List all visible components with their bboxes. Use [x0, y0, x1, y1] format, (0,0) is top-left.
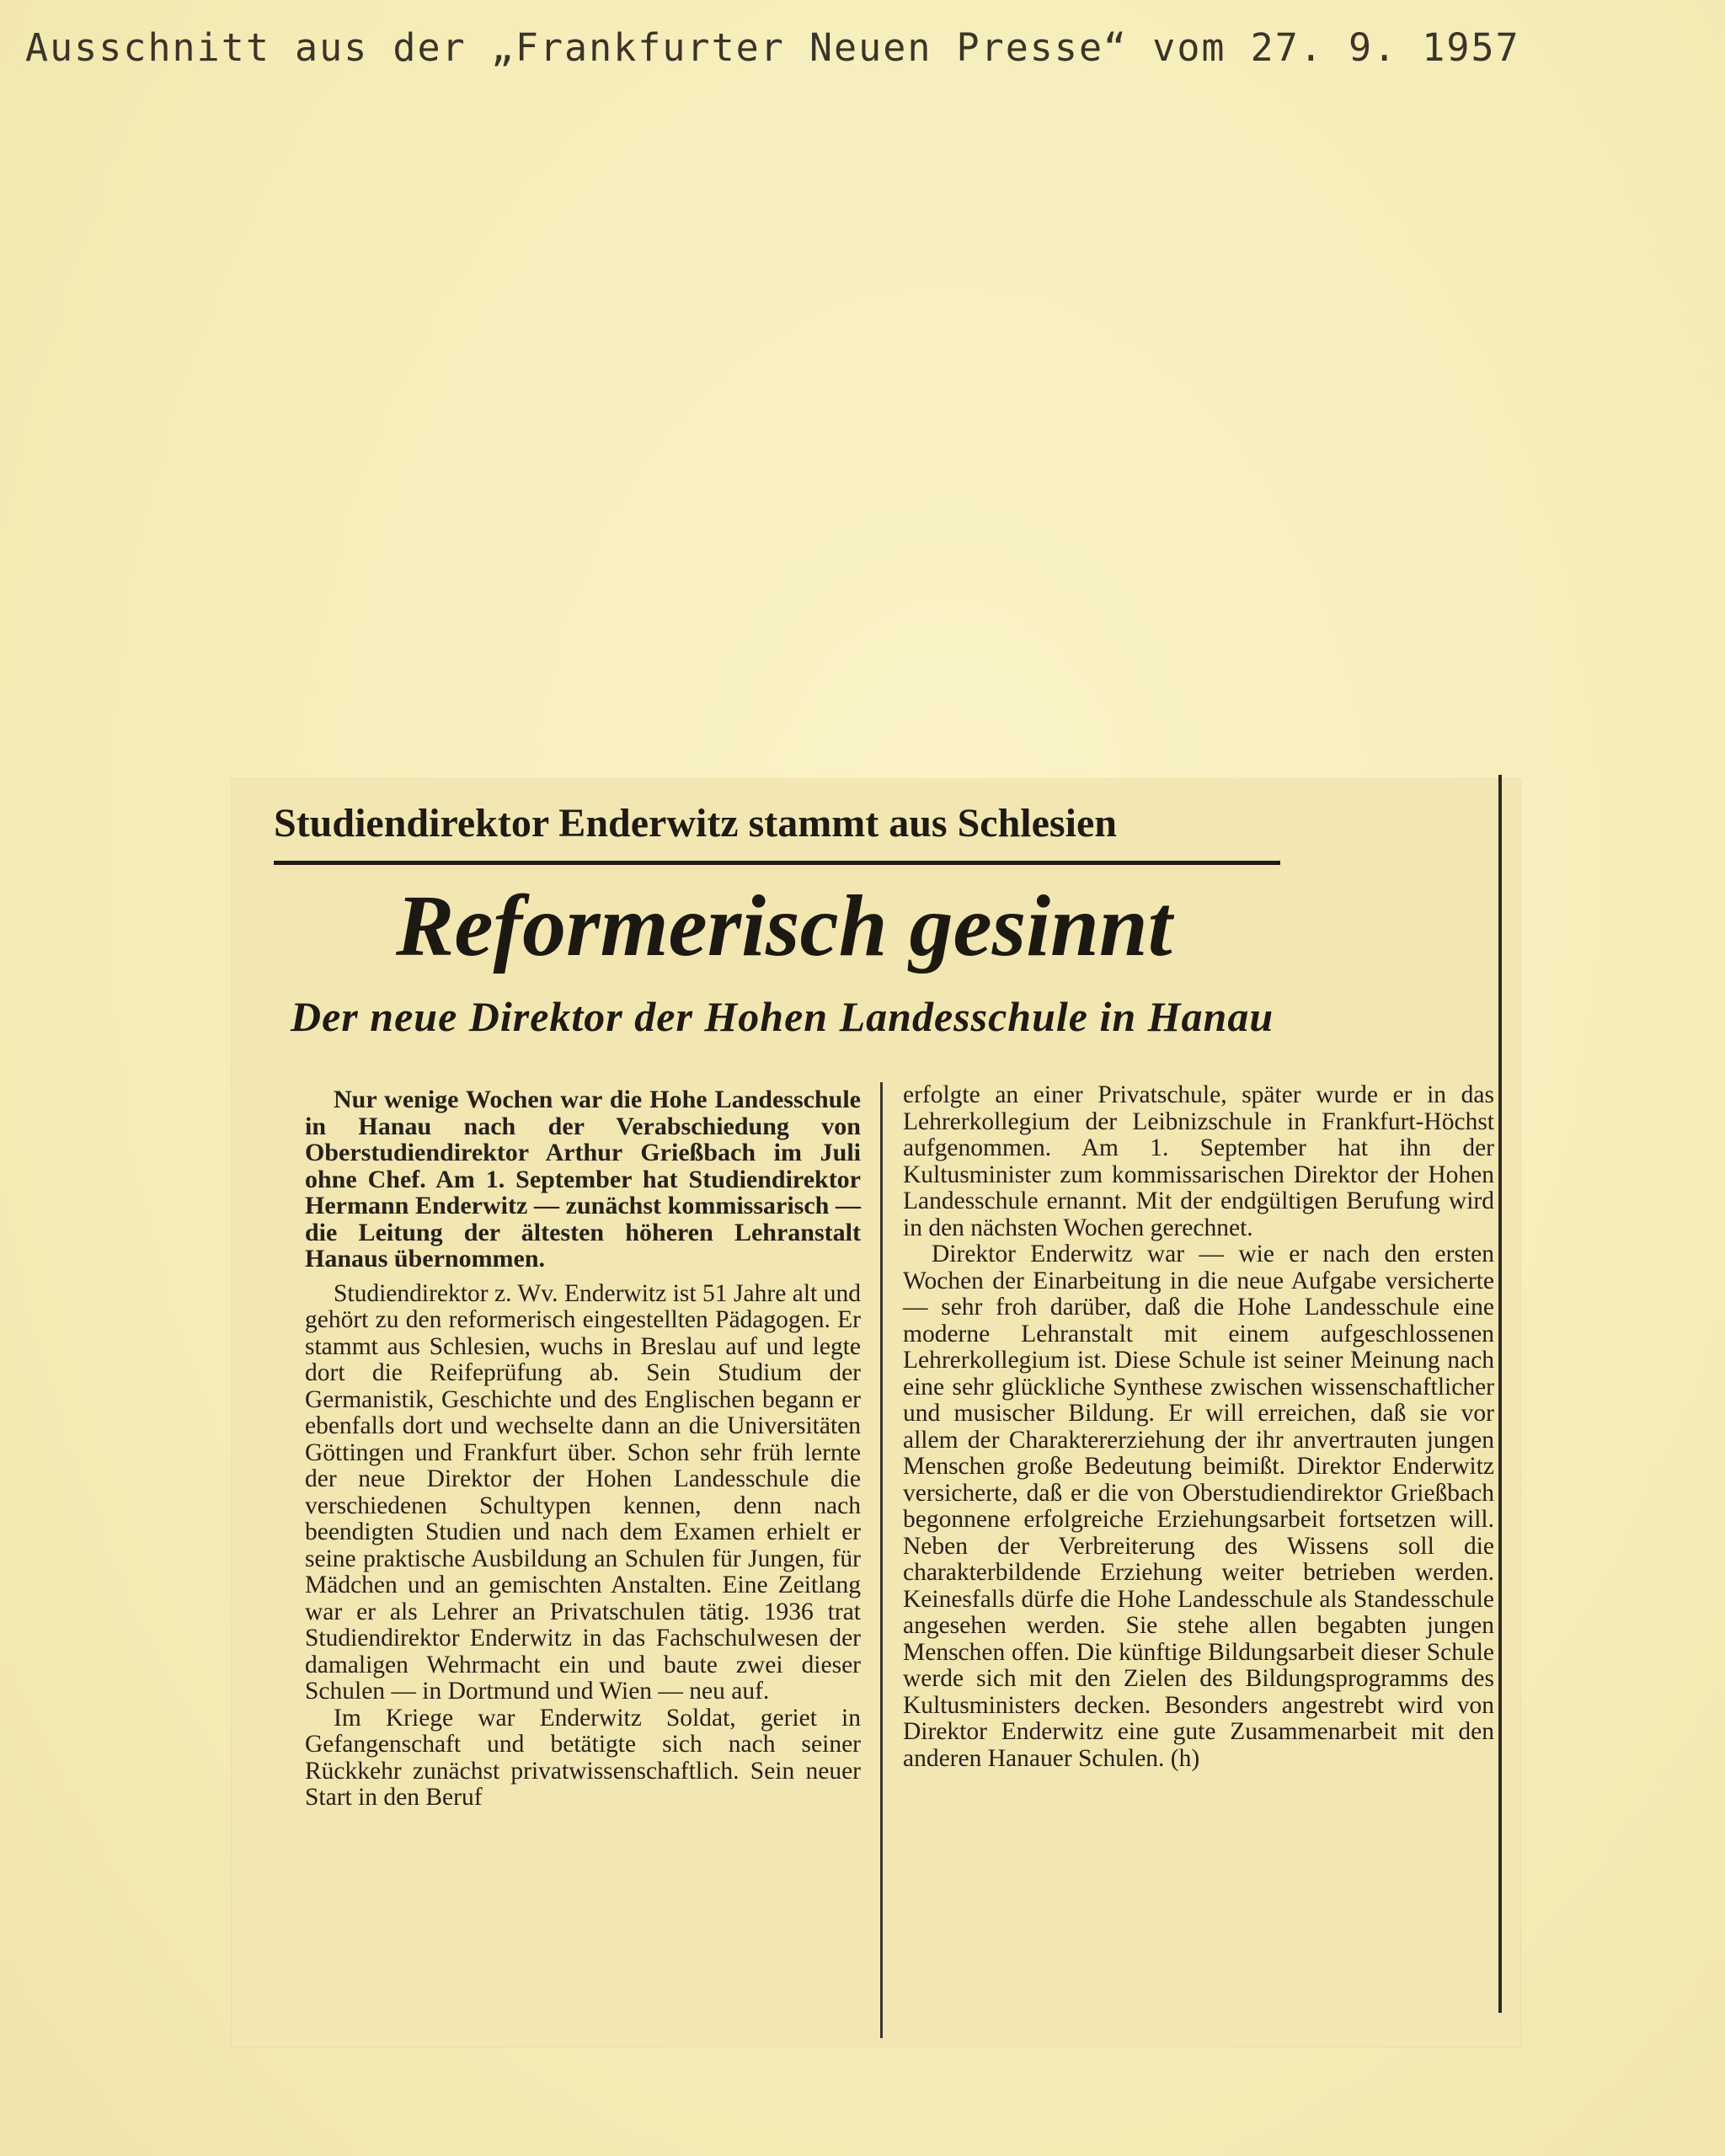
- article-lead: Nur wenige Wochen war die Hohe Landesschule in Hanau nach der Verabschiedung von Oberstudiendirektor Arthur Grießbach im Juli ohne Chef. Am 1. September hat Studiendirektor Hermann Enderwitz — zunächst kommissarisch — die Leitung der ältesten höheren Lehranstalt Hanaus übernommen.: [305, 1086, 861, 1273]
- article-paragraph: Studiendirektor z. Wv. Enderwitz ist 51 Jahre alt und gehört zu den reformerisch eingestellten Pädagogen. Er stammt aus Schlesien, wuchs in Breslau auf und legte dort die Reifeprüfung ab. Sein Studium der Germanistik, Geschichte und des Englischen begann er ebenfalls dort und wechselte dann an die Universitäten Göttingen und Frankfurt über. Schon sehr früh lernte der neue Direktor der Hohen Landesschule die verschiedenen Schultypen kennen, denn nach beendigten Studien und nach dem Examen erhielt er seine praktische Ausbildung an Schulen für Jungen, für Mädchen und an gemischten Anstalten. Eine Zeitlang war er als Lehrer an Privatschulen tätig. 1936 trat Studiendirektor Enderwitz in das Fachschulwesen der damaligen Wehrmacht ein und baute zwei dieser Schulen — in Dortmund und Wien — neu auf.: [305, 1279, 861, 1705]
- article-column-left: [305, 1086, 861, 1812]
- typewritten-source-note: Ausschnitt aus der „Frankfurter Neuen Presse“ vom 27. 9. 1957: [25, 25, 1520, 70]
- article-kicker: Studiendirektor Enderwitz stammt aus Schlesien: [274, 801, 1117, 846]
- column-divider: [880, 1082, 883, 2038]
- article-subheadline: Der neue Direktor der Hohen Landesschule in Hanau: [291, 993, 1274, 1040]
- article-paragraph: Direktor Enderwitz war — wie er nach den ersten Wochen der Einarbeitung in die neue Aufgabe versicherte — sehr froh darüber, daß die Hohe Landesschule eine moderne Lehranstalt mit einem aufgeschlossenen Lehrerkollegium ist. Diese Schule ist seiner Meinung nach eine sehr glückliche Synthese zwischen wissenschaftlicher und musischer Bildung. Er will erreichen, daß sie vor allem der Charaktererziehung der ihr anvertrauten jungen Menschen große Bedeutung beimißt. Direktor Enderwitz versicherte, daß er die von Oberstudiendirektor Grießbach begonnene erfolgreiche Erziehungsarbeit fortsetzen will. Neben der Verbreiterung des Wissens soll die charakterbildende Erziehung weiter betrieben werden. Keinesfalls dürfe die Hohe Landesschule als Standesschule angesehen werden. Sie stehe allen begabten jungen Menschen offen. Die künftige Bildungsarbeit dieser Schule werde sich mit den Zielen des Bildungsprogramms des Kultusministers decken. Besonders angestrebt wird von Direktor Enderwitz eine gute Zusammenarbeit mit den anderen Hanauer Schulen. (h): [903, 1241, 1494, 1772]
- article-paragraph: erfolgte an einer Privatschule, später wurde er in das Lehrerkollegium der Leibnizschule in Frankfurt-Höchst aufgenommen. Am 1. September hat ihn der Kultusminister zum kommissarischen Direktor der Hohen Landesschule ernannt. Mit der endgültigen Berufung wird in den nächsten Wochen gerechnet.: [903, 1081, 1494, 1241]
- kicker-underline: [274, 861, 1280, 865]
- article-column-right: [903, 1082, 1494, 1772]
- clipping-edge-rule: [1498, 775, 1502, 2013]
- article-paragraph: Im Kriege war Enderwitz Soldat, geriet in Gefangenschaft und betätigte sich nach seiner Rückkehr zunächst privatwissenschaftlich. Sein neuer Start in den Beruf: [305, 1704, 861, 1811]
- article-headline: Reformerisch gesinnt: [396, 878, 1172, 974]
